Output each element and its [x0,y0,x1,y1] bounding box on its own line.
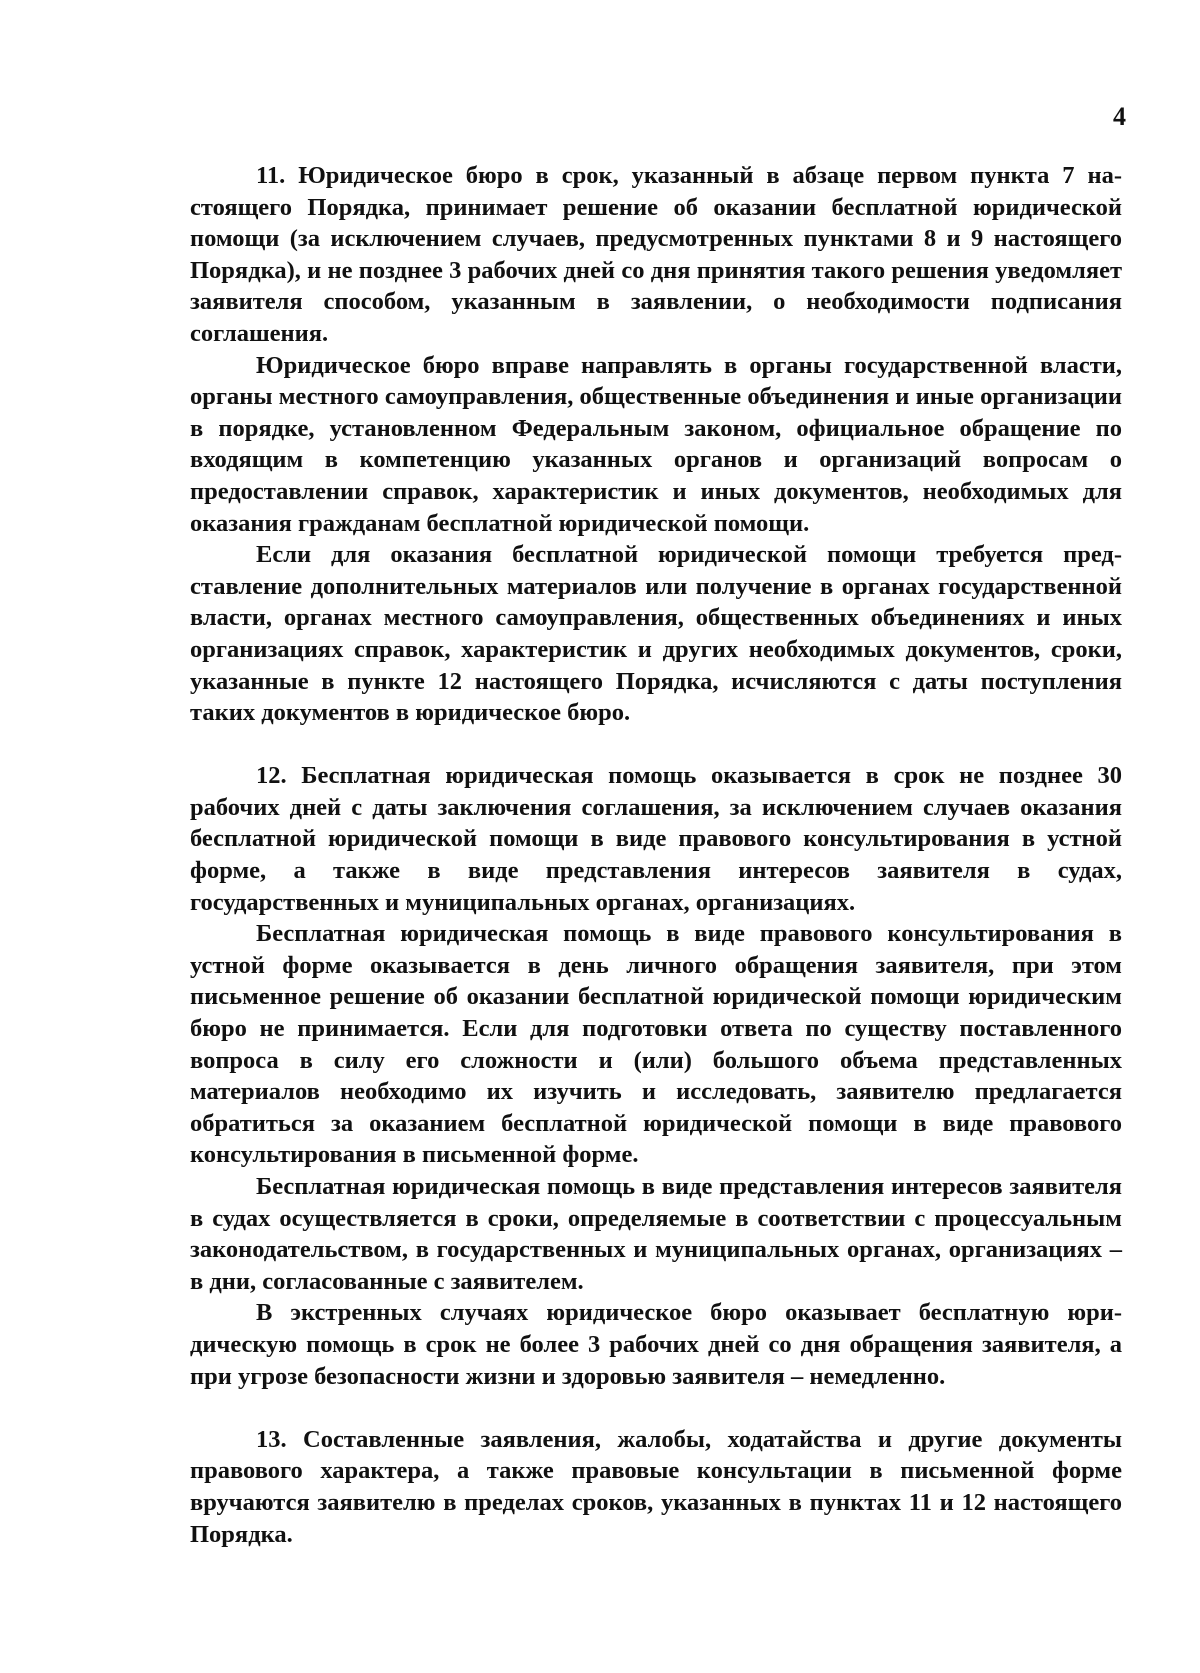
paragraph-11-additional-materials: Если для оказания бесплатной юридической помощи требуется представление дополнительных материалов или получение в органах государственной власти, органах местного самоуправления, общественных объединениях и иных организациях справок, характеристик и других необходимых документов, сроки, указанные в пункте 12 настоящего Порядка, исчисляются с даты поступления таких документов в юридическое бюро. [190,541,1122,727]
paragraph-12-emergency: В экстренных случаях юридическое бюро оказывает бесплатную юридическую помощь в срок не более 3 рабочих дней со дня обращения заявителя, а при угрозе безопасности жизни и здоровью заявителя – немедленно. [190,1299,1122,1390]
document-body [190,160,1122,1550]
paragraph-12: 12. Бесплатная юридическая помощь оказывается в срок не позднее 30 рабочих дней с даты заключения соглашения, за исключением случаев оказания бесплатной юридической помощи в виде правового консультирования в устной форме, а также в виде представления интересов заявителя в судах, государственных и муниципальных органах, организациях. [190,762,1122,916]
paragraph-13: 13. Составленные заявления, жалобы, ходатайства и другие документы правового характера, а также правовые консультации в письменной форме вручаются заявителю в пределах сроков, указанных в пунктах 11 и 12 настоящего Порядка. [190,1425,1122,1548]
paragraph-11: 11. Юридическое бюро в срок, указанный в абзаце первом пункта 7 настоящего Порядка, принимает решение об оказании бесплатной юридической помощи (за исключением случаев, предусмотренных пунктами 8 и 9 настоящего Порядка), и не позднее 3 рабочих дней со дня принятия такого решения уведомляет заявителя способом, указанным в заявлении, о необходимости подписания соглашения. [190,162,1122,347]
paragraph-11-official-requests: Юридическое бюро вправе направлять в органы государственной власти, органы местного самоуправления, общественные объединения и иные организации в порядке, установленном Федеральным законом, официальное обращение по входящим в компетенцию указанных органов и организаций вопросам о предоставлении справок, характеристик и иных документов, необходимых для оказания гражданам бесплатной юридической помощи. [190,351,1122,537]
paragraph-12-court-representation: Бесплатная юридическая помощь в виде представления интересов заявителя в судах осуществляется в сроки, определяемые в соответствии с процессуальным законодательством, в государственных и муниципальных органах, организациях – в дни, согласованные с заявителем. [190,1173,1122,1295]
paragraph-12-oral-consultation: Бесплатная юридическая помощь в виде правового консультирования в устной форме оказывается в день личного обращения заявителя, при этом письменное решение об оказании бесплатной юридической помощи юридическим бюро не принимается. Если для подготовки ответа по существу поставленного вопроса в силу его сложности и (или) большого объема представленных материалов необходимо их изучить и исследовать, заявителю предлагается обратиться за оказанием бесплатной юридической помощи в виде правового консультирования в письменной форме. [190,920,1122,1169]
page-number: 4 [1113,102,1126,131]
